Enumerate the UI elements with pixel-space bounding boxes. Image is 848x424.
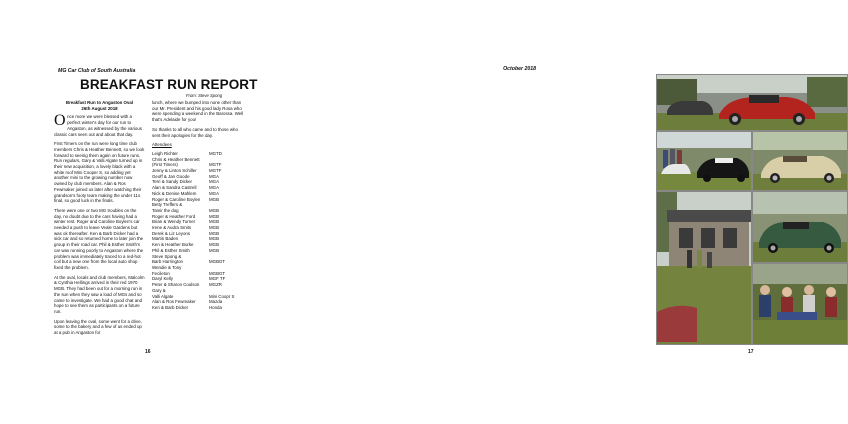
drop-cap: O	[54, 112, 66, 130]
paragraph-5: Upon leaving the oval, some went for a drive, some to the bakery and a few of us ended up at a pub in Angaston for	[54, 318, 142, 336]
attendee-car: MGTF	[209, 168, 222, 174]
paragraph-2: First Timers on the run were long time club members Chris & Heather Bennett, so we look forward to seeing them again on future runs. Run regulars, Gary & Valli Algate turned up in their new acquisition, a lovely black with a white roof Mini Cooper S, so adding yet another mini to the growing number now owned by club members. Alan & Ros Fewmaker joined us later after watching their grandson's footy team making the under 11s final, so good luck in the finals.	[54, 141, 145, 204]
paragraph-1-text: nce more we were blessed with a perfect winter's day for our run to Angaston, as witnessed by the various classic cars seen out and about that day.	[54, 114, 142, 137]
attendee-name: Brian & Wendy Turner	[152, 219, 196, 225]
attendee-car: MGB	[209, 219, 220, 225]
attendee-name: Alan & Ros Fewmaker	[152, 299, 196, 305]
attendee-car: MGB	[209, 247, 220, 253]
photo-members-seated	[752, 263, 848, 345]
photo-club-rooms	[656, 191, 752, 345]
attendee-name: Leigh Richter	[152, 150, 178, 156]
attendee-car: MGA	[209, 185, 220, 191]
left-page	[0, 0, 300, 424]
photo-red-mg-on-grass	[656, 74, 848, 131]
club-name: MG Car Club of South Australia	[58, 68, 136, 74]
attendee-car: MGF TF	[209, 276, 226, 282]
attendee-name: Peter & Sharon Coulson	[152, 282, 200, 288]
attendee-name: Nick & Denise Mahlem	[152, 190, 197, 196]
paragraph-6: lunch, where we bumped into none other than our Mr. President and his good lady Rosa who were spending a weekend in the Barossa. Well that's Adelaide for you!	[152, 100, 244, 123]
attendee-row	[152, 305, 246, 311]
article-column-2	[152, 100, 246, 311]
attendee-name: Betty Treffers &	[152, 202, 183, 208]
attendee-car: MGB	[209, 236, 220, 242]
attendee-car: MGTD	[209, 150, 222, 156]
attendee-car: MGA	[209, 179, 220, 185]
issue-date: October 2018	[503, 66, 536, 72]
paragraph-4: At the oval, locals and club members, Malcolm & Cynthia Hellings arrived in their red 1970 MGB. They had been out for a morning run in the sun when they saw a load of MGs and so came to investigate. We had a good chat and hope to see them as participants on a future run.	[54, 274, 145, 314]
attendee-car: MGB	[209, 230, 220, 236]
attendee-name: Steve Spong &	[152, 253, 182, 259]
attendee-car: MGTF	[209, 162, 222, 168]
attendee-name: Wendie & Tony	[152, 264, 182, 270]
attendee-name: Roger & Heather Ford	[152, 213, 196, 219]
paragraph-7: So thanks to all who came and to those who sent their apologies for the day.	[152, 126, 238, 138]
attendees-heading: Attendees	[152, 142, 172, 148]
attendee-name: Fecileton	[152, 270, 170, 276]
attendee-name: Geoff & Jan Goode	[152, 173, 190, 179]
attendee-car: MGA	[209, 173, 220, 179]
paragraph-3: There were one or two MG troubles on the day, no doubt due to the cars having had a winter rest. Roger and Caroline Boylen's car needed a push to leave Veale Gardens but was ok thereafter. Ken & Barb Dicker had a sick car and so returned home to later join the group in their road car. Phil & Esther Smith's car was running poorly to Angaston where the problem was immediately traced to a red-hot coil but a new one from the local auto shop fixed the problem.	[54, 207, 144, 270]
attendee-car: MGB	[209, 242, 220, 248]
attendee-name: Barb Harrington	[152, 259, 183, 265]
run-heading	[54, 100, 145, 111]
attendee-name: Martin Baden	[152, 236, 179, 242]
right-page	[300, 0, 754, 424]
attendee-car: Honda	[209, 304, 222, 310]
attendee-name: Valli Algate	[152, 293, 174, 299]
run-heading-title: Breakfast Run to Angaston Oval	[65, 100, 134, 105]
article-column-1	[54, 100, 145, 340]
attendee-name: Alan & Sandra Castrell	[152, 185, 197, 191]
attendee-car: MGA	[209, 190, 220, 196]
attendee-car: MGB	[209, 225, 220, 231]
attendee-name: Irene & Audra Smits	[152, 225, 192, 231]
attendee-name: Chris & Heather Bennett	[152, 156, 200, 162]
attendee-name: Daryl Kelly	[152, 276, 173, 282]
attendee-name: Ken & Barb Dicker	[152, 304, 189, 310]
attendee-name: Ken & Heather Burke	[152, 242, 194, 248]
attendee-name: (First Timers)	[152, 162, 178, 168]
run-heading-date: 26th August 2018	[81, 105, 118, 111]
attendee-name: Gary &	[152, 287, 166, 293]
photo-cream-mg	[752, 131, 848, 191]
attendee-name: Tamir the dog	[152, 207, 179, 213]
attendee-name: Jenny & Linton Schiller	[152, 168, 197, 174]
photo-cars-and-people	[656, 131, 752, 191]
report-title: BREAKFAST RUN REPORT	[80, 77, 258, 92]
attendee-car: Mazda	[209, 299, 223, 305]
attendee-car: MGB	[209, 213, 220, 219]
page-number-right: 17	[748, 349, 754, 355]
attendee-car: Mini Coopr S	[209, 293, 235, 299]
attendee-car: MGB	[209, 207, 220, 213]
attendee-car: MGZR	[209, 282, 222, 288]
attendee-name: Phil & Esther Smith	[152, 247, 190, 253]
attendee-name: Terri & Sandy Dicker	[152, 179, 193, 185]
attendee-name: Roger & Caroline Boylen	[152, 196, 201, 202]
attendee-list	[152, 151, 246, 311]
attendee-car: MGBGT	[209, 259, 226, 265]
paragraph-1	[54, 114, 145, 137]
report-author: From: Steve Spong	[186, 93, 223, 98]
photo-green-mg	[752, 191, 848, 263]
attendee-car: MGBGT	[209, 270, 226, 276]
attendee-car: MGB	[209, 196, 220, 202]
page-number-left: 16	[145, 349, 151, 355]
attendee-name: Derek & Liz Leyons	[152, 230, 191, 236]
